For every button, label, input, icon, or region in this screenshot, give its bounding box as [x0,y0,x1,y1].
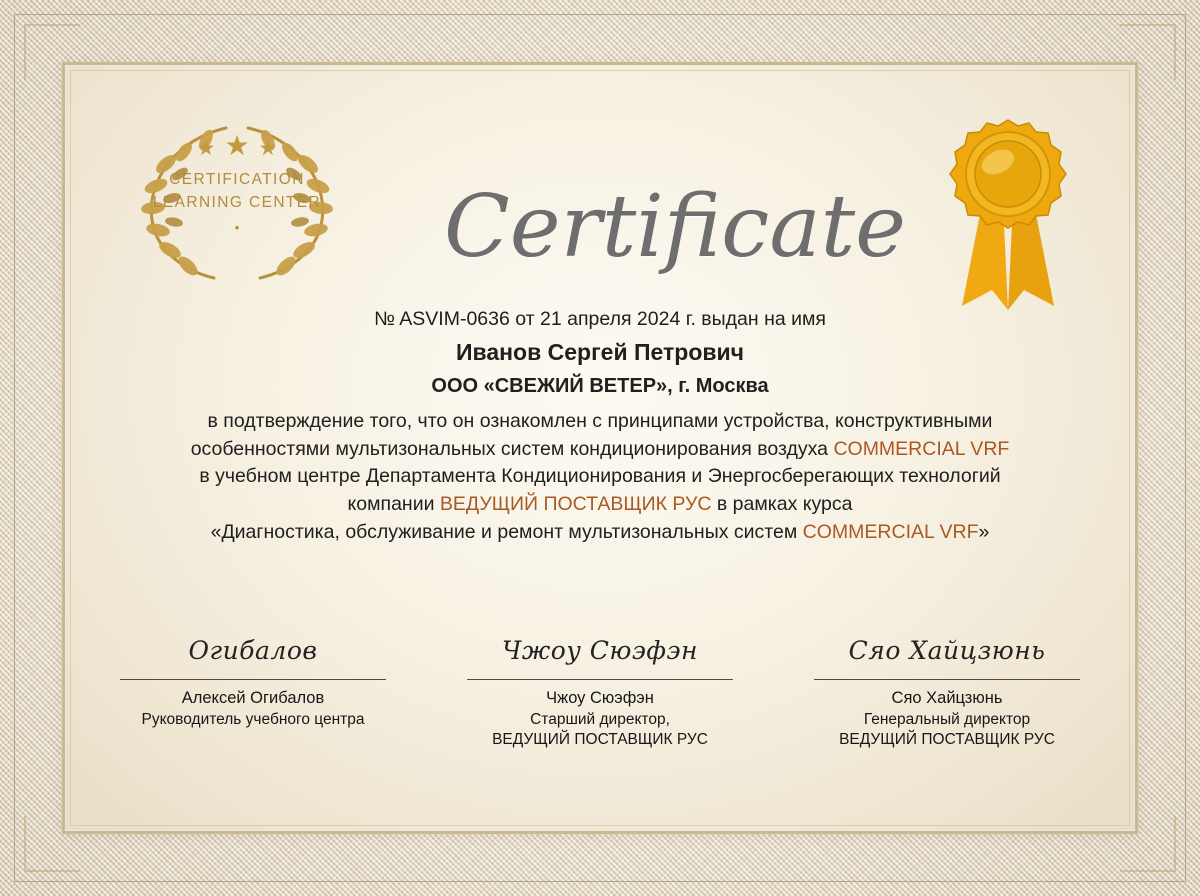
signature-row [98,623,1102,750]
body-line-4-text: компании [347,493,440,516]
body-line-1 [90,408,1110,436]
course-title-highlight: COMMERCIAL VRF [802,520,979,543]
body-line-4 [90,491,1110,519]
recipient-organization: ООО «СВЕЖИЙ ВЕТЕР», г. Москва [431,375,769,397]
body-line-5 [90,519,1110,547]
company-highlight: ВЕДУЩИЙ ПОСТАВЩИК РУС [439,493,712,516]
signatory-role-2-line-2: ВЕДУЩИЙ ПОСТАВЩИК РУС [492,730,708,748]
body-paragraph [90,408,1110,546]
certificate-body [90,308,1110,546]
signature-rule-2 [467,679,733,680]
signature-rule-1 [120,679,386,680]
emblem-line-1: CERTIFICATION [169,171,305,188]
signature-rule-3 [814,679,1080,680]
emblem-stars: ★★★ [196,130,287,161]
signatory-role-3-line-2: ВЕДУЩИЙ ПОСТАВЩИК РУС [839,730,1055,748]
signatory-name-3: Сяо Хайцзюнь [891,688,1003,707]
emblem-line-2: LEARNING CENTER [152,194,322,212]
recipient-name: Иванов Сергей Петрович [456,339,744,365]
page-title: Certificate [443,177,907,277]
body-line-4-tail: в рамках курса [711,493,853,516]
signature-mark-1: Огибалов [188,635,318,665]
course-title-text: «Диагностика, обслуживание и ремонт мультизональных систем [210,520,803,543]
signatory-name-1: Алексей Огибалов [181,688,325,707]
body-line-2-text: особенностями мультизональных систем кондиционирования воздуха [190,437,834,460]
body-line-2 [90,436,1110,464]
signatory-role-3-line-1: Генеральный директор [863,710,1031,728]
signatory-role-2-line-1: Старший директор, [530,710,670,728]
course-title-tail: » [978,520,990,543]
certificate-content [62,62,1138,834]
signature-block-3 [792,623,1102,750]
signature-block-1 [98,623,408,750]
body-line-3-text: в учебном центре Департамента Кондиционирования и Энергосберегающих технологий [199,465,1001,488]
signatory-role-1: Руководитель учебного центра [141,710,365,728]
body-line-1-text: в подтверждение того, что он ознакомлен с принципами устройства, конструктивными [207,410,993,432]
signature-mark-3: Сяо Хайцзюнь [848,635,1046,665]
signatory-name-2: Чжоу Сюэфэн [546,688,654,707]
issue-line: № ASVIM-0636 от 21 апреля 2024 г. выдан на имя [374,308,826,330]
body-line-3 [90,463,1110,491]
signature-mark-2: Чжоу Сюэфэн [502,635,698,665]
emblem-dot: • [234,219,240,235]
signature-block-2 [445,623,755,750]
course-system-highlight: COMMERCIAL VRF [833,437,1010,460]
